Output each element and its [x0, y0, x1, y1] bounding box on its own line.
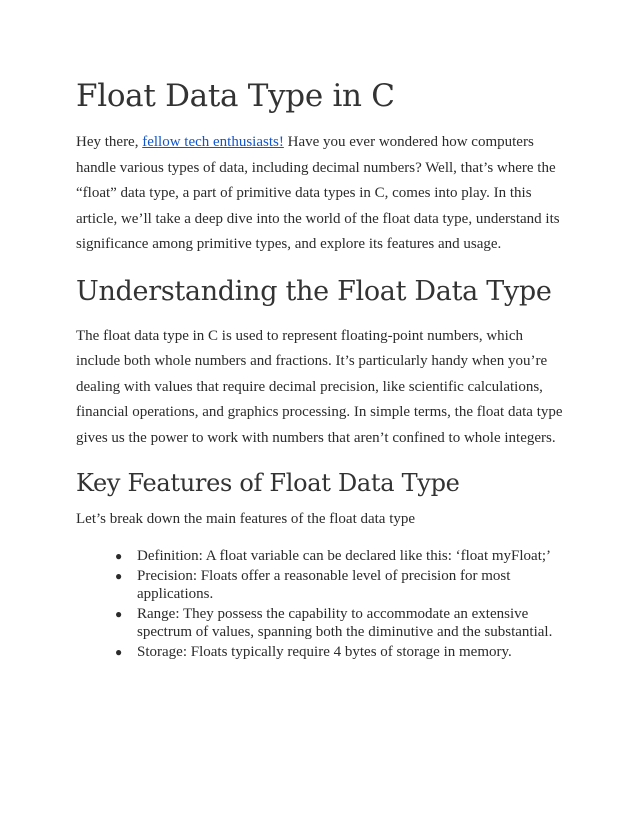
feature-storage: Storage: Floats typically require 4 bytes of storage in memory. [137, 643, 512, 660]
intro-paragraph [76, 130, 566, 258]
list-item [115, 643, 569, 661]
bullet-icon: ● [115, 548, 123, 563]
bullet-icon: ● [115, 606, 123, 621]
fellow-tech-enthusiasts-link[interactable]: fellow tech enthusiasts! [142, 134, 284, 150]
article-body [76, 70, 566, 663]
list-item [115, 567, 569, 603]
features-list [76, 547, 569, 661]
section-heading-understanding: Understanding the Float Data Type [76, 275, 552, 307]
feature-definition: Definition: A float variable can be declared like this: ‘float myFloat;’ [137, 547, 552, 564]
section-understanding-paragraph: The float data type in C is used to represent floating-point numbers, which include both whole numbers and fractions. It’s particularly handy when you’re dealing with values that require decimal precision, like scientific calculations, financial operations, and graphics processing. In simple terms, the float data type gives us the power to work with numbers that aren’t confined to whole integers. [76, 327, 563, 446]
intro-prefix: Hey there, [76, 134, 143, 150]
feature-range: Range: They possess the capability to accommodate an extensive spectrum of values, spanning both the diminutive and the substantial. [137, 605, 553, 640]
bullet-icon: ● [115, 568, 123, 583]
list-item [115, 547, 569, 565]
list-item [115, 605, 569, 641]
intro-suffix: Have you ever wondered how computers handle various types of data, including decimal numbers? Well, that’s where the “float” data type, a part of primitive data types in C, comes into play. In this article, we’ll take a deep dive into the world of the float data type, understand its significance among primitive types, and explore its features and usage. [76, 134, 560, 252]
feature-precision: Precision: Floats offer a reasonable level of precision for most applications. [137, 567, 511, 602]
section-heading-key-features: Key Features of Float Data Type [76, 469, 460, 497]
key-features-lead: Let’s break down the main features of the float data type [76, 511, 416, 527]
bullet-icon: ● [115, 644, 123, 659]
article-title: Float Data Type in C [76, 78, 395, 114]
